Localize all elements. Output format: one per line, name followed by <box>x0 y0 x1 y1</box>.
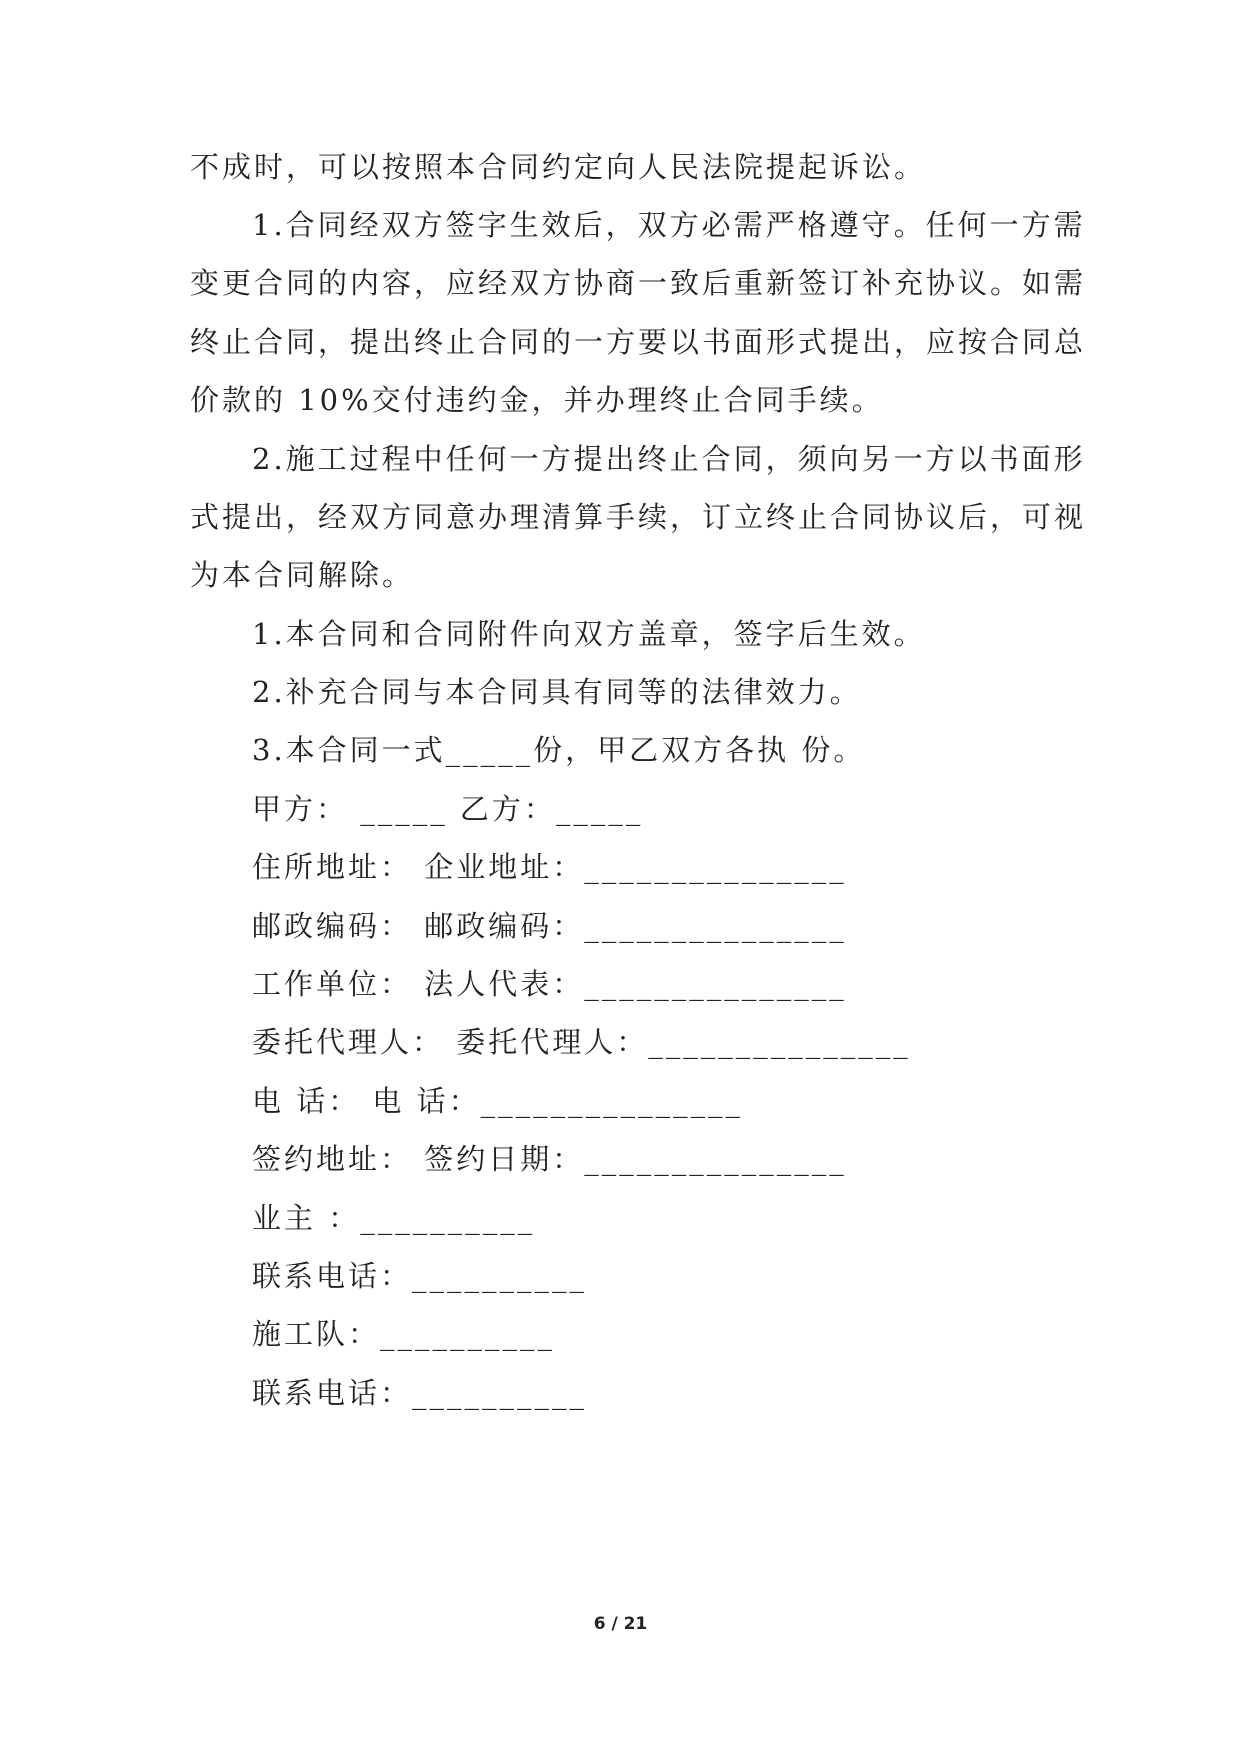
text-line: 3.本合同一式_____份，甲乙双方各执 份。 <box>252 733 866 767</box>
signature-line: 邮政编码： 邮政编码：_______________ <box>252 909 847 943</box>
text-line: 不成时，可以按照本合同约定向人民法院提起诉讼。 <box>190 150 927 184</box>
page-number: 6 / 21 <box>593 1614 648 1634</box>
text-line: 价款的 10%交付违约金，并办理终止合同手续。 <box>190 383 884 417</box>
signature-line: 住所地址： 企业地址：_______________ <box>252 850 847 884</box>
text-line: 1.合同经双方签字生效后，双方必需严格遵守。任何一方需 <box>252 208 1086 242</box>
text-line: 终止合同，提出终止合同的一方要以书面形式提出，应按合同总 <box>190 325 1087 359</box>
signature-line: 委托代理人： 委托代理人：_______________ <box>252 1025 911 1059</box>
text-line: 变更合同的内容，应经双方协商一致后重新签订补充协议。如需 <box>190 266 1087 300</box>
text-line: 为本合同解除。 <box>190 558 415 592</box>
signature-line: 施工队：__________ <box>252 1317 556 1351</box>
signature-line: 工作单位： 法人代表：_______________ <box>252 967 847 1001</box>
signature-line: 电 话： 电 话：_______________ <box>252 1084 744 1118</box>
signature-line: 业主 ：__________ <box>252 1201 536 1235</box>
signature-line: 签约地址： 签约日期：_______________ <box>252 1142 847 1176</box>
text-line: 2.施工过程中任何一方提出终止合同，须向另一方以书面形 <box>252 442 1086 476</box>
text-line: 式提出，经双方同意办理清算手续，订立终止合同协议后，可视 <box>190 500 1087 534</box>
text-line: 1.本合同和合同附件向双方盖章，签字后生效。 <box>252 617 926 651</box>
signature-line: 联系电话：__________ <box>252 1376 588 1410</box>
signature-line: 甲方： _____ 乙方：_____ <box>252 792 644 826</box>
text-line: 2.补充合同与本合同具有同等的法律效力。 <box>252 675 862 709</box>
signature-line: 联系电话：__________ <box>252 1259 588 1293</box>
